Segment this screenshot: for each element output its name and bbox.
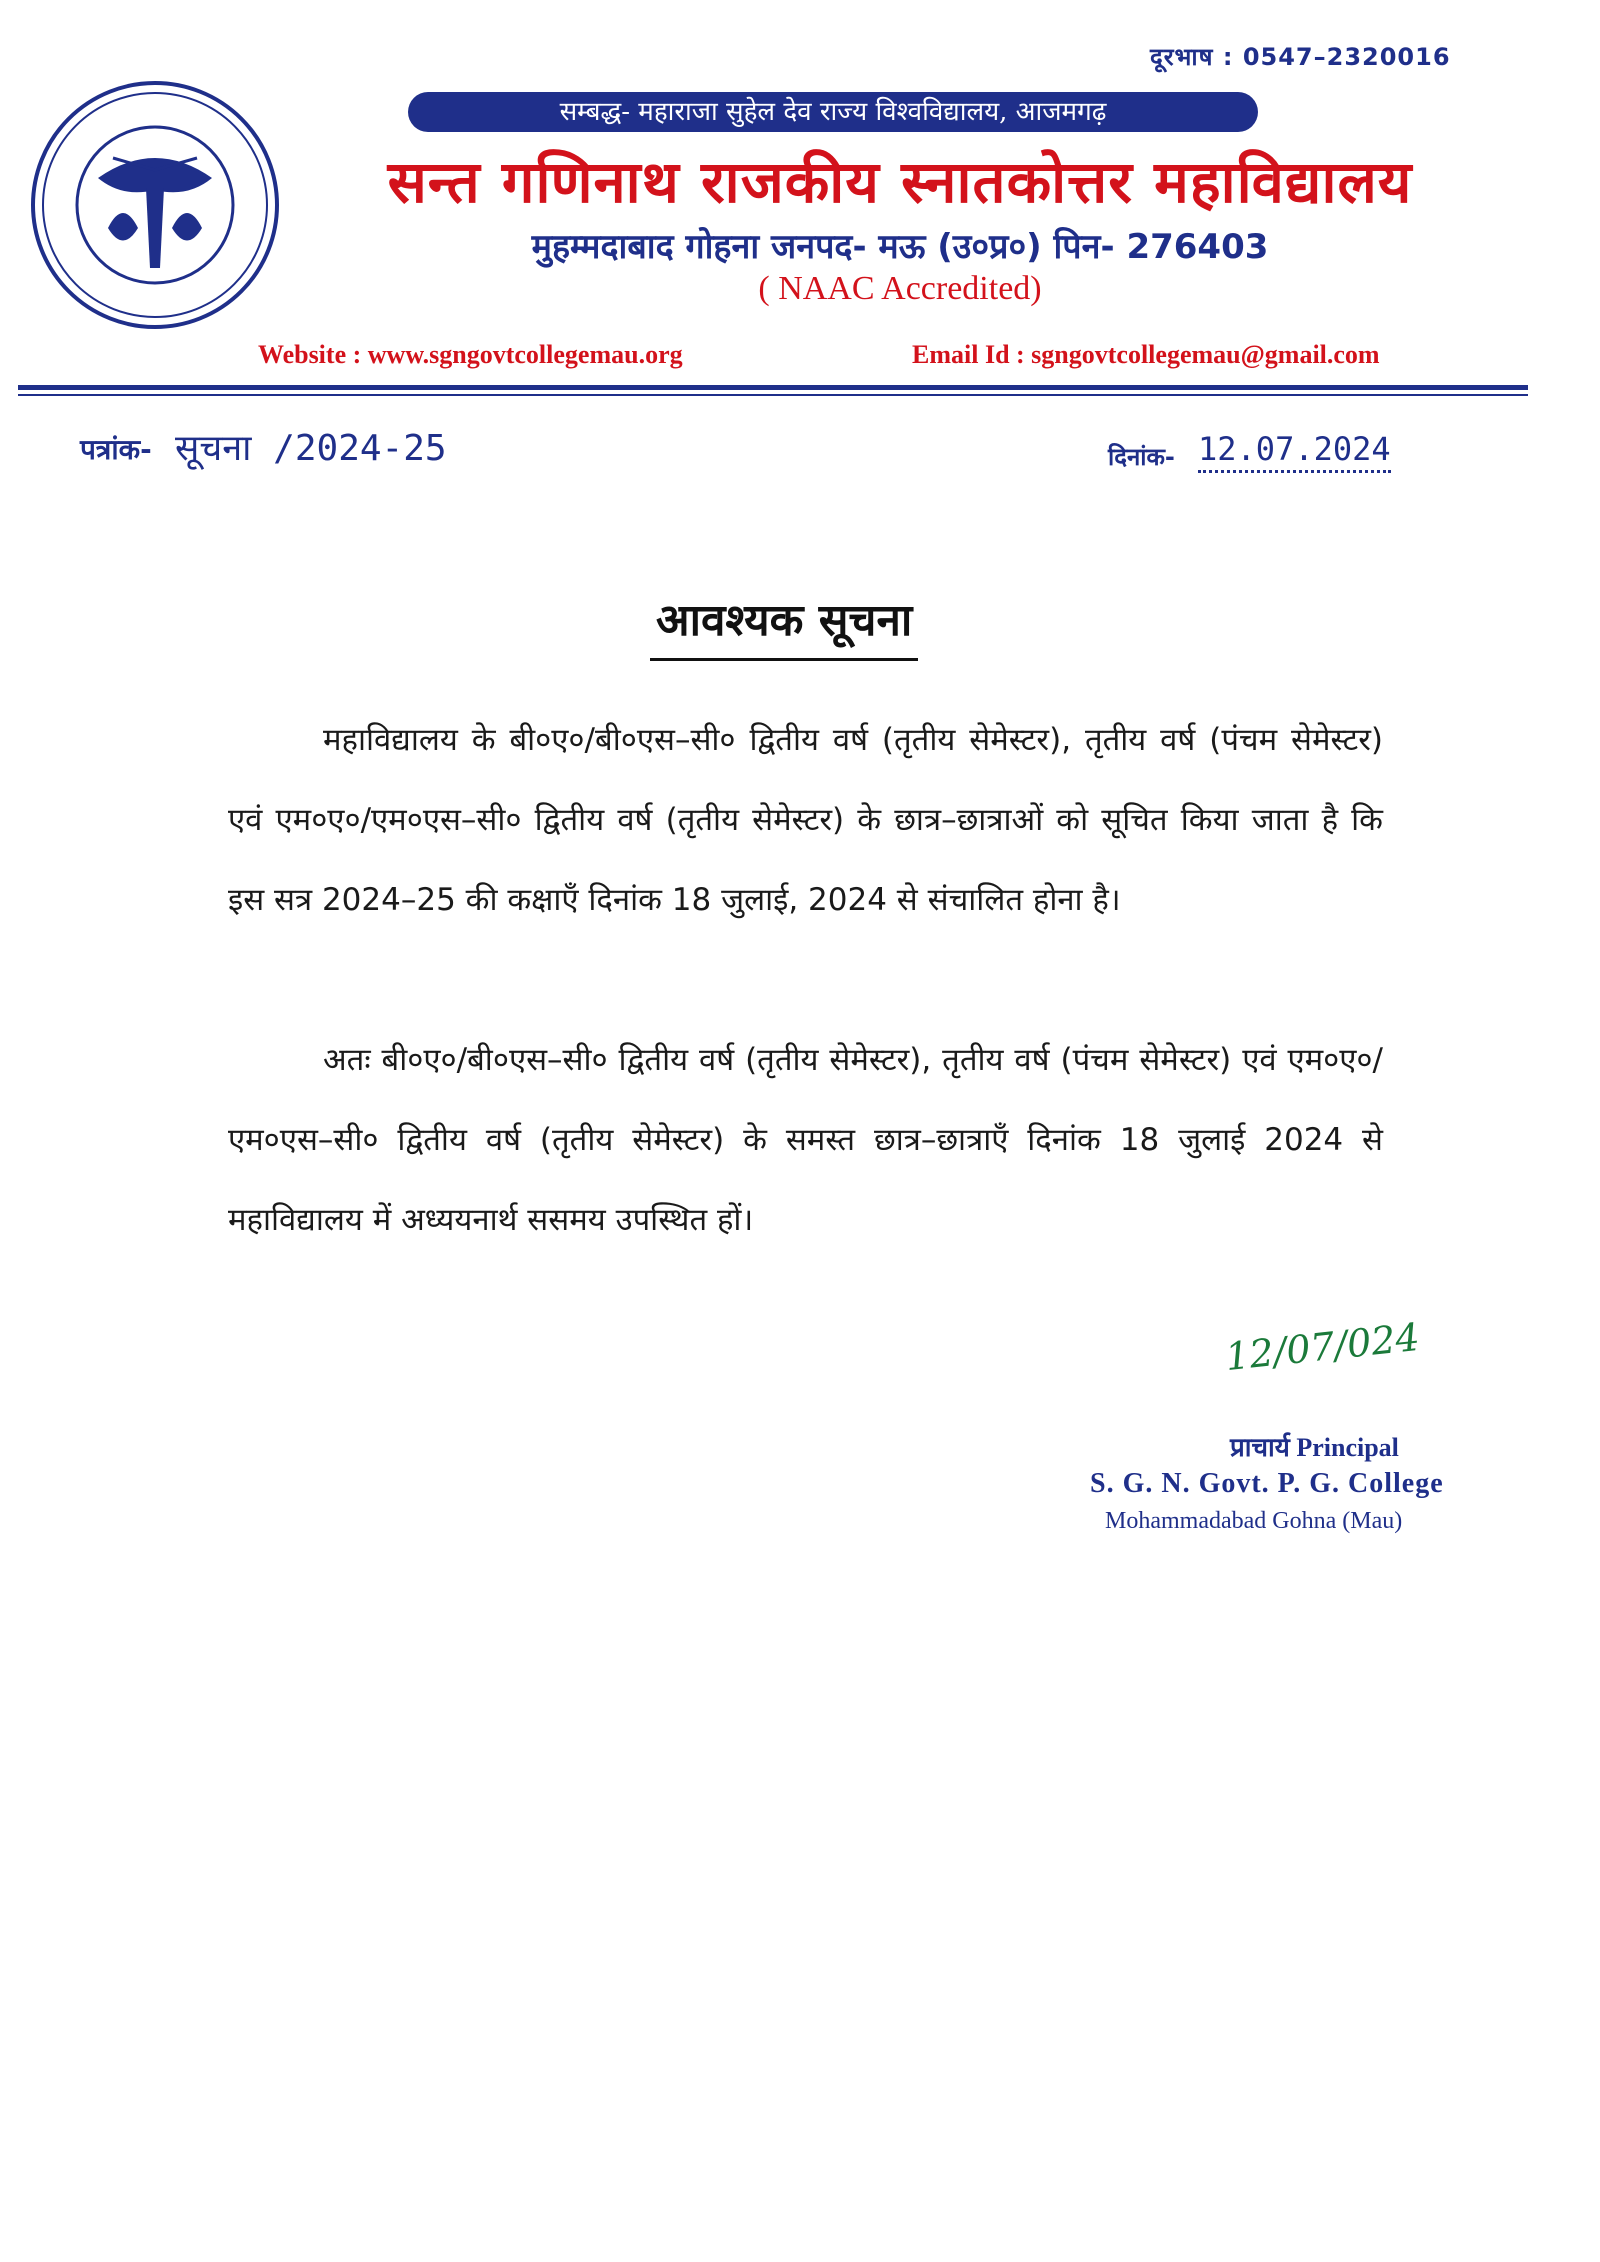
- reference-label: पत्रांक-: [80, 433, 152, 466]
- naac-accreditation: ( NAAC Accredited): [758, 270, 1042, 307]
- date-label: दिनांक-: [1108, 443, 1175, 471]
- college-name: सन्त गणिनाथ राजकीय स्नातकोत्तर महाविद्यालय: [387, 148, 1413, 216]
- header-divider: [18, 385, 1528, 390]
- phone-number: दूरभाष : 0547–2320016: [1150, 43, 1451, 71]
- email-link[interactable]: Email Id : sgngovtcollegemau@gmail.com: [912, 340, 1380, 369]
- website-link[interactable]: Website : www.sgngovtcollegemau.org: [258, 340, 683, 369]
- affiliation-banner: सम्बद्ध- महाराजा सुहेल देव राज्य विश्वविद्यालय, आजमगढ़: [408, 92, 1258, 132]
- principal-title: प्राचार्य Principal: [1230, 1433, 1399, 1462]
- college-logo: [28, 78, 283, 333]
- notice-heading: आवश्यक सूचना: [650, 588, 918, 661]
- college-address: मुहम्मदाबाद गोहना जनपद- मऊ (उ०प्र०) पिन- 276403: [531, 227, 1269, 267]
- reference-number: सूचना /2024-25: [175, 428, 447, 469]
- notice-paragraph-2: अतः बी०ए०/बी०एस–सी० द्वितीय वर्ष (तृतीय सेमेस्टर), तृतीय वर्ष (पंचम सेमेस्टर) एवं एम०ए०/एम०एस–सी० द्वितीय वर्ष (तृतीय सेमेस्टर) के समस्त छात्र–छात्राएँ दिनांक 18 जुलाई 2024 से महाविद्यालय में अध्ययनार्थ ससमय उपस्थित हों।: [228, 1042, 1383, 1238]
- date-value: 12.07.2024: [1198, 430, 1391, 473]
- handwritten-signature: 12/07/024: [1223, 1314, 1422, 1380]
- stamp-college-name: S. G. N. Govt. P. G. College: [1090, 1468, 1444, 1499]
- stamp-place: Mohammadabad Gohna (Mau): [1105, 1508, 1403, 1534]
- notice-paragraph-1: महाविद्यालय के बी०ए०/बी०एस–सी० द्वितीय वर्ष (तृतीय सेमेस्टर), तृतीय वर्ष (पंचम सेमेस्टर) एवं एम०ए०/एम०एस–सी० द्वितीय वर्ष (तृतीय सेमेस्टर) के छात्र–छात्राओं को सूचित किया जाता है कि इस सत्र 2024–25 की कक्षाएँ दिनांक 18 जुलाई, 2024 से संचालित होना है।: [228, 722, 1383, 918]
- header-divider-thin: [18, 394, 1528, 396]
